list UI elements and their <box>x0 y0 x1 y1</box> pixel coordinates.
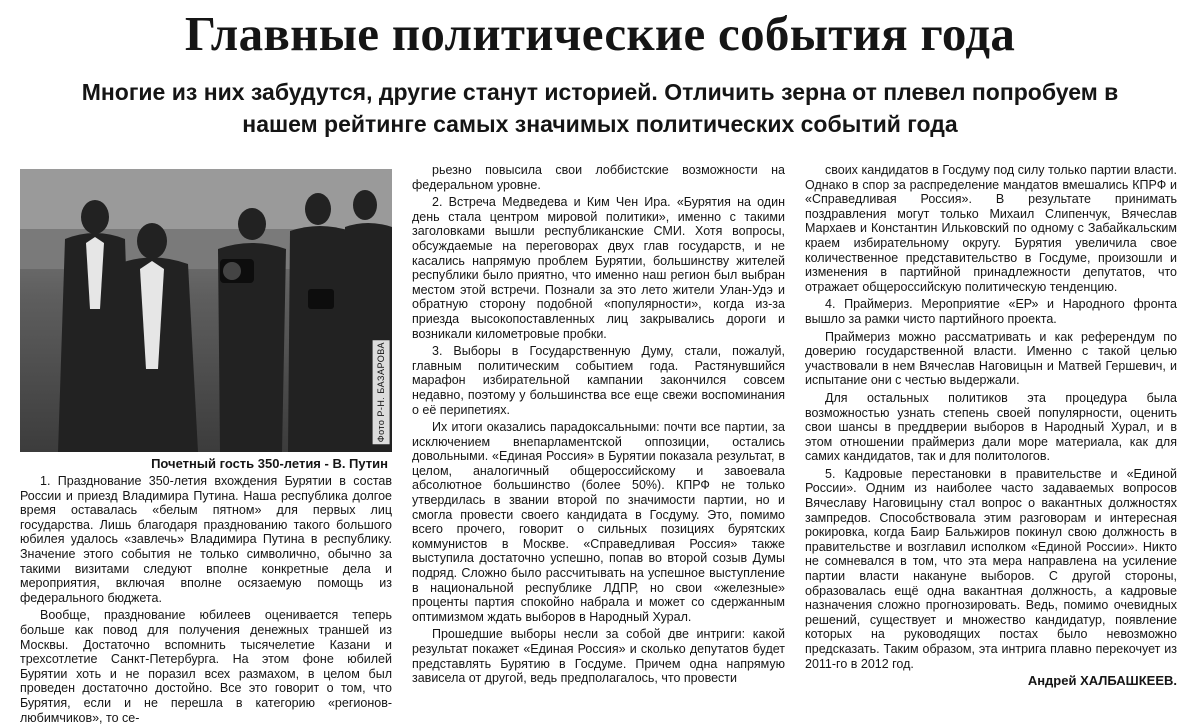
paragraph: Вообще, празднование юбилеев оценивается теперь больше как повод для получения денежных траншей из Москвы. Достаточно вспомнить тысячелетие Казани и трехсотлетие Санкт-Петербурга. На этом фоне юбилей Бурятии хоть и не поразил всех размахом, в целом был проведен достаточно достойно. Все это говорит о том, что Бурятия, если и не перешла в категорию «регионов-любимчиков», то се- <box>20 608 392 725</box>
article-column-2 <box>412 163 785 716</box>
paragraph: 3. Выборы в Государственную Думу, стали, пожалуй, главным политическим событием года. Растянувшийся марафон избирательной кампании закончился совсем недавно, поэтому у большинства все еще свежи воспоминания о её перипетиях. <box>412 344 785 417</box>
article-column-3 <box>805 163 1177 716</box>
paragraph: Праймериз можно рассматривать и как референдум по доверию государственной власти. Именно с такой целью участвовали в нем Вячеслав Наговицын и Матвей Гершевич, и испытание они с честью выдержали. <box>805 329 1177 388</box>
news-photo <box>20 169 392 452</box>
paragraph: своих кандидатов в Госдуму под силу только партии власти. Однако в спор за распределение мандатов вмешались КПРФ и «Справедливая Россия». В результате принимать поздравления могут только Михаил Слипенчук, Вячеслав Мархаев и Константин Ильковский по одному с Забайкальским краем избирательному округу. Бурятия увеличила свое количественное представительство в Госдуме, произошли и изменения в партийной принадлежности депутатов, что отражает общероссийскую политическую тенденцию. <box>805 163 1177 294</box>
paragraph: Для остальных политиков эта процедура была возможностью узнать степень своей популярности, оценить свои шансы в преддверии выборов в Народный Хурал, и в этом отношении праймериз дали море материала, как для самих кандидатов, так и для политологов. <box>805 390 1177 464</box>
author-signature: Андрей ХАЛБАШКЕЕВ. <box>1027 673 1177 689</box>
paragraph: 2. Встреча Медведева и Ким Чен Ира. «Бурятия на один день стала центром мировой политики», именно с такими заголовками вышли республиканские СМИ. Хотя вопросы, обсуждаемые на переговорах двух глав государств, и не касались напрямую проблем Бурятии, большинству жителей республики было приятно, что именно наш регион был выбран местом этой встречи. Познали за это лето жители Улан-Удэ и обратную сторону подобной «популярности», когда из-за приезда высокопоставленных лиц закрывались дороги и возникали километровые пробки. <box>412 195 785 341</box>
paragraph: 1. Празднование 350-летия вхождения Бурятии в состав России и приезд Владимира Путина. Наша республика долгое время оставалась «белым пятном» для первых лиц государства. Лишь благодаря празднованию такого большого юбилея удалось «завлечь» Владимира Путина в республику. Значение этого события не только символично, обычно за такими визитами следуют вполне конкретные дела и мероприятия, включая вполне осязаемую помощь из федерального бюджета. <box>20 474 392 605</box>
paragraph: 5. Кадровые перестановки в правительстве и «Единой России». Одним из наиболее часто задаваемых вопросов Вячеславу Наговицыну стал вопрос о вакантных должностях зампредов. Способствовала этим разговорам и интересная рокировка, когда Баир Бальжиров покинул свою должность в правительстве и возглавил исполком «Единой России». Никто не сомневался в том, что эта мера направлена на усиление партии власти накануне выборов. С другой стороны, образовалась ещё одна вакантная должность, а кадровые назначения сложно прогнозировать. Ведь, помимо очевидных решений, существует и множество кандидатур, появление которых на руководящих постах было невозможно предсказать. Таким образом, эта интрига плавно перекочует из 2011-го в 2012 год. <box>805 466 1177 671</box>
headline: Главные политические события года <box>184 6 1016 61</box>
article-column-1 <box>20 161 392 725</box>
photo-illustration <box>20 169 392 452</box>
paragraph: Прошедшие выборы несли за собой две интриги: какой результат покажет «Единая Россия» и сколько депутатов будет представлять Бурятию в Госдуме. Причем одна напрямую зависела от другой, ведь предполагалось, что провести <box>412 627 785 686</box>
paragraph: 4. Праймериз. Мероприятие «ЕР» и Народного фронта вышло за рамки чисто партийного проекта. <box>805 297 1177 326</box>
paragraph: рьезно повысила свои лоббистские возможности на федеральном уровне. <box>412 163 785 192</box>
paragraph: Их итоги оказались парадоксальными: почти все партии, за исключением внепарламентской оппозиции, остались довольными. «Единая Россия» в Бурятии показала результат, в целом, аналогичный общероссийскому и завоевала абсолютное большинство (более 50%). КПРФ не только утвердилась в звании второй по значимости партии, но и смогла провести своего кандидата в Госдуму. Это, помимо всего прочего, говорит о сильных позициях бурятских коммунистов в Москве. «Справедливая Россия» также выступила достаточно успешно, попав во второй созыв Думы подряд. Сложно было рассчитывать на успешное выступление в национальной республике ЛДПР, но свои «железные» проценты партия спокойно набрала и может со сдержанным оптимизмом ждать выборов в Народный Хурал. <box>412 420 785 624</box>
subheadline: Многие из них забудутся, другие станут историей. Отличить зерна от плевел попробуем в нашем рейтинге самых значимых политических событий года <box>81 79 1119 137</box>
photo-credit: Фото Р-Н. БАЗАРОВА <box>373 340 390 444</box>
photo-caption: Почетный гость 350-летия - В. Путин <box>151 456 388 471</box>
